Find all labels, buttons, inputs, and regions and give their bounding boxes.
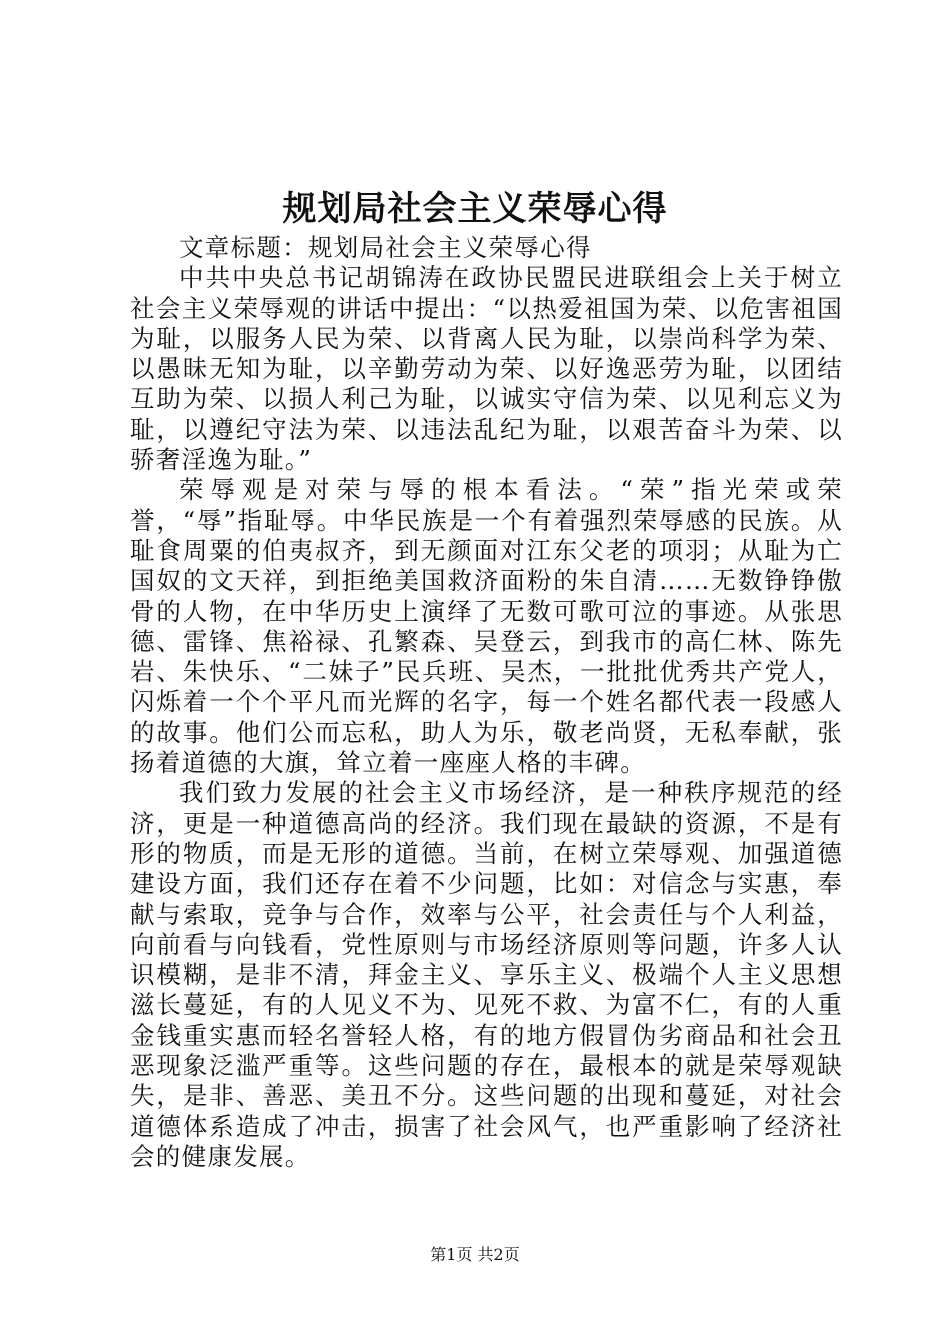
paragraph-article-title: 文章标题：规划局社会主义荣辱心得 [179,233,592,262]
document-body [130,233,843,1172]
paragraph-honor-view: 荣辱观是对荣与辱的根本看法。“荣”指光荣或荣誉，“辱”指耻辱。中华民族是一个有着强烈荣辱感的民族。从耻食周粟的伯夷叔齐，到无颜面对江东父老的项羽；从耻为亡国奴的文天祥，到拒绝美国救济面粉的朱自清……无数铮铮傲骨的人物，在中华历史上演绎了无数可歌可泣的事迹。从张思德、雷锋、焦裕禄、孔繁森、吴登云，到我市的高仁林、陈先岩、朱快乐、“二妹子”民兵班、吴杰，一批批优秀共产党人，闪烁着一个个平凡而光辉的名字，每一个姓名都代表一段感人的故事。他们公而忘私，助人为乐，敬老尚贤，无私奉献，张扬着道德的大旗，耸立着一座座人格的丰碑。 [130,475,843,778]
document-title: 规划局社会主义荣辱心得 [282,189,668,229]
paragraph-speech-quote: 中共中央总书记胡锦涛在政协民盟民进联组会上关于树立社会主义荣辱观的讲话中提出：“以热爱祖国为荣、以危害祖国为耻，以服务人民为荣、以背离人民为耻，以崇尚科学为荣、以愚昧无知为耻，以辛勤劳动为荣、以好逸恶劳为耻，以团结互助为荣、以损人利己为耻，以诚实守信为荣、以见利忘义为耻，以遵纪守法为荣、以违法乱纪为耻，以艰苦奋斗为荣、以骄奢淫逸为耻。” [130,263,844,475]
page-number-footer: 第1页 共2页 [430,1245,520,1264]
paragraph-market-economy: 我们致力发展的社会主义市场经济，是一种秩序规范的经济，更是一种道德高尚的经济。我们现在最缺的资源，不是有形的物质，而是无形的道德。当前，在树立荣辱观、加强道德建设方面，我们还存在着不少问题，比如：对信念与实惠，奉献与索取，竞争与合作，效率与公平，社会责任与个人利益，向前看与向钱看，党性原则与市场经济原则等问题，许多人认识模糊，是非不清，拜金主义、享乐主义、极端个人主义思想滋长蔓延，有的人见义不为、见死不救、为富不仁，有的人重金钱重实惠而轻名誉轻人格，有的地方假冒伪劣商品和社会丑恶现象泛滥严重等。这些问题的存在，最根本的就是荣辱观缺失，是非、善恶、美丑不分。这些问题的出现和蔓延，对社会道德体系造成了冲击，损害了社会风气，也严重影响了经济社会的健康发展。 [130,778,843,1171]
